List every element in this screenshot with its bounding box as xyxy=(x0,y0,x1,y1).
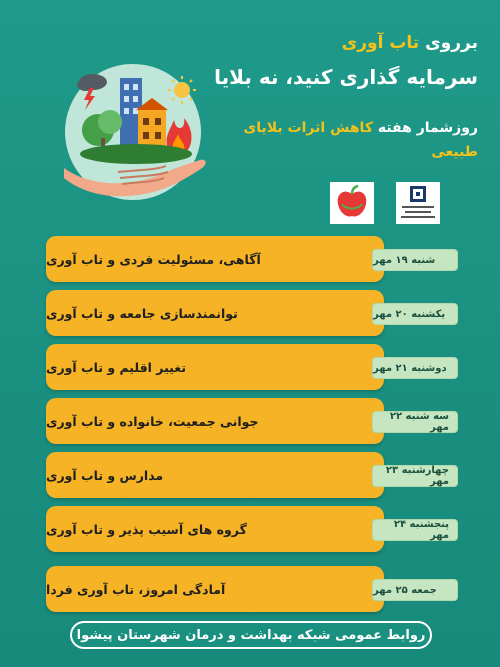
schedule-topic xyxy=(46,452,384,498)
header-line-3-prefix: روزشمار هفته xyxy=(372,120,478,136)
schedule-topic-text: تغییر اقلیم و تاب آوری xyxy=(46,359,187,375)
header-line-3-accent: کاهش اثرات بلایای طبیعی xyxy=(243,120,478,160)
schedule-day-tag: چهارشنبه ۲۳ مهر xyxy=(372,465,458,487)
schedule-topic xyxy=(46,344,384,390)
schedule-row xyxy=(0,398,500,444)
schedule-topic-text: توانمندسازی جامعه و تاب آوری xyxy=(46,305,238,321)
schedule-day-tag: سه شنبه ۲۲ مهر xyxy=(372,411,458,433)
schedule-row xyxy=(0,290,500,336)
schedule-row xyxy=(0,506,500,552)
logos xyxy=(330,178,440,228)
ground-mound xyxy=(80,144,192,164)
schedule-topic xyxy=(46,236,384,282)
header-line-1-accent: تاب آوری xyxy=(341,33,420,53)
schedule-topic xyxy=(46,506,384,552)
schedule-topic xyxy=(46,566,384,612)
schedule-topic xyxy=(46,398,384,444)
university-seal-logo xyxy=(396,182,440,224)
schedule-day-tag: شنبه ۱۹ مهر xyxy=(372,249,458,271)
schedule-topic xyxy=(46,290,384,336)
schedule-day-tag: یکشنبه ۲۰ مهر xyxy=(372,303,458,325)
header-line-1-prefix: برروی xyxy=(419,33,478,53)
schedule-topic-text: آمادگی امروز، تاب آوری فردا xyxy=(46,581,226,597)
schedule-topic-text: گروه های آسیب پذیر و تاب آوری xyxy=(46,521,247,537)
footer-credit: روابط عمومی شبکه بهداشت و درمان شهرستان پیشوا xyxy=(70,621,432,649)
schedule-day-tag: دوشنبه ۲۱ مهر xyxy=(372,357,458,379)
resilience-illustration xyxy=(58,60,208,210)
schedule-topic-text: مدارس و تاب آوری xyxy=(46,467,164,483)
schedule-row xyxy=(0,236,500,282)
header-line-1 xyxy=(208,30,478,56)
schedule-topic-text: جوانی جمعیت، خانواده و تاب آوری xyxy=(46,413,259,429)
schedule-row xyxy=(0,566,500,612)
header-line-3 xyxy=(208,116,478,164)
schedule-day-tag: جمعه ۲۵ مهر xyxy=(372,579,458,601)
header-line-2: سرمایه گذاری کنید، نه بلایا xyxy=(214,65,478,89)
schedule-day-tag: پنجشنبه ۲۴ مهر xyxy=(372,519,458,541)
schedule-topic-text: آگاهی، مسئولیت فردی و تاب آوری xyxy=(46,251,261,267)
schedule-row xyxy=(0,344,500,390)
health-apple-logo xyxy=(330,182,374,224)
header-text xyxy=(208,30,478,164)
schedule-row xyxy=(0,452,500,498)
